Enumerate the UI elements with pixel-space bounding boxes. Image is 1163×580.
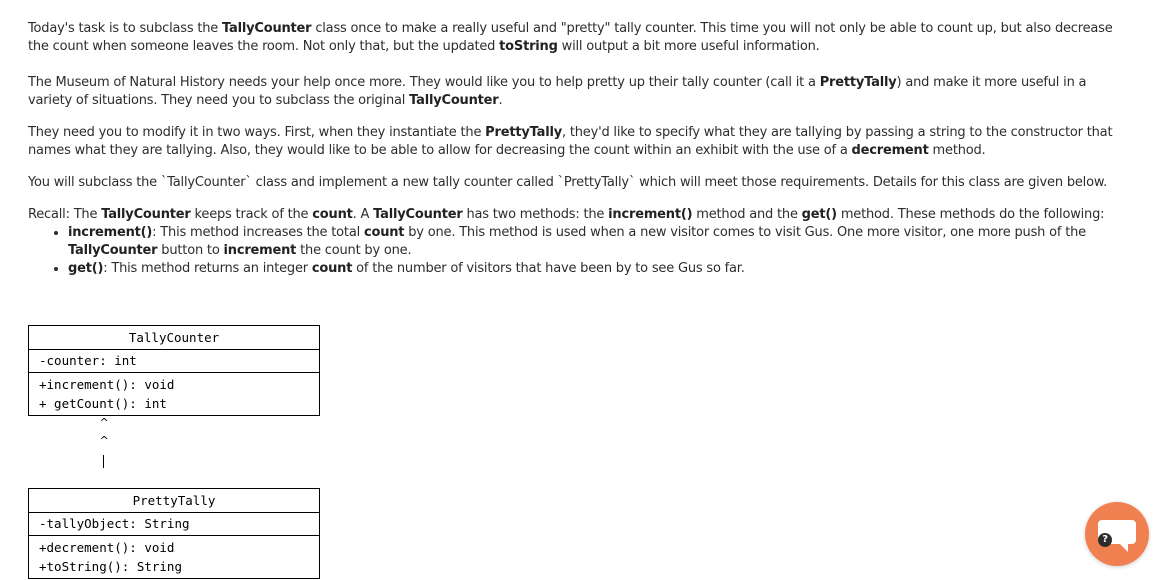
uml-class-prettytally xyxy=(28,488,320,579)
list-item-increment: • increment(): This method increases the total count by one. This method is used when a new visitor comes to visit Gus. One more visitor, one more push of the TallyCounter button to increment the count by one. xyxy=(68,224,1128,260)
uml-attribute: -counter: int xyxy=(39,353,137,368)
uml-attributes xyxy=(29,350,319,373)
intro-paragraph: Today's task is to subclass the TallyCounter class once to make a really useful and "pretty" tally counter. This time you will not only be able to count up, but also decrease the count when someone leaves the room. Not only that, but the updated toString will output a bit more useful information. xyxy=(28,21,1113,54)
museum-paragraph: The Museum of Natural History needs your help once more. They would like you to help pretty up their tally counter (call it a PrettyTally) and make it more useful in a variety of situations. They need you to subclass the original TallyCounter. xyxy=(28,75,1087,108)
uml-method: + getCount(): int xyxy=(39,396,167,411)
uml-method: +increment(): void xyxy=(39,377,175,392)
uml-methods xyxy=(29,373,319,415)
uml-class-name: PrettyTally xyxy=(29,489,319,513)
subclass-paragraph: You will subclass the `TallyCounter` class and implement a new tally counter called `PrettyTally` which will meet those requirements. Details for this class are given below. xyxy=(28,175,1108,190)
uml-class-tallycounter xyxy=(28,325,320,416)
uml-method: +toString(): String xyxy=(39,559,182,574)
chat-bubble-icon xyxy=(1085,502,1149,566)
assignment-text xyxy=(28,20,1128,278)
help-chat-button[interactable] xyxy=(1085,502,1149,566)
list-item-get: • get(): This method returns an integer count of the number of visitors that have been by to see Gus so far. xyxy=(68,260,1128,278)
uml-attributes xyxy=(29,513,319,536)
method-list xyxy=(28,224,1128,278)
requirements-paragraph: They need you to modify it in two ways. First, when they instantiate the PrettyTally, they'd like to specify what they are tallying by passing a string to the constructor that names what they are tallying. Also, they would like to be able to allow for decreasing the count within an exhibit with the use of a decrement method. xyxy=(28,125,1113,158)
recall-paragraph: Recall: The TallyCounter keeps track of the count. A TallyCounter has two methods: the increment() method and the get() method. These methods do the following: xyxy=(28,207,1105,222)
uml-attribute: -tallyObject: String xyxy=(39,516,190,531)
uml-method: +decrement(): void xyxy=(39,540,175,555)
help-question-icon: ? xyxy=(1098,533,1112,547)
uml-class-name: TallyCounter xyxy=(29,326,319,350)
inheritance-arrow-head: ^ xyxy=(99,416,109,429)
uml-methods xyxy=(29,536,319,578)
inheritance-arrow-stem xyxy=(103,455,104,468)
inheritance-arrow-head: ^ xyxy=(99,434,109,447)
